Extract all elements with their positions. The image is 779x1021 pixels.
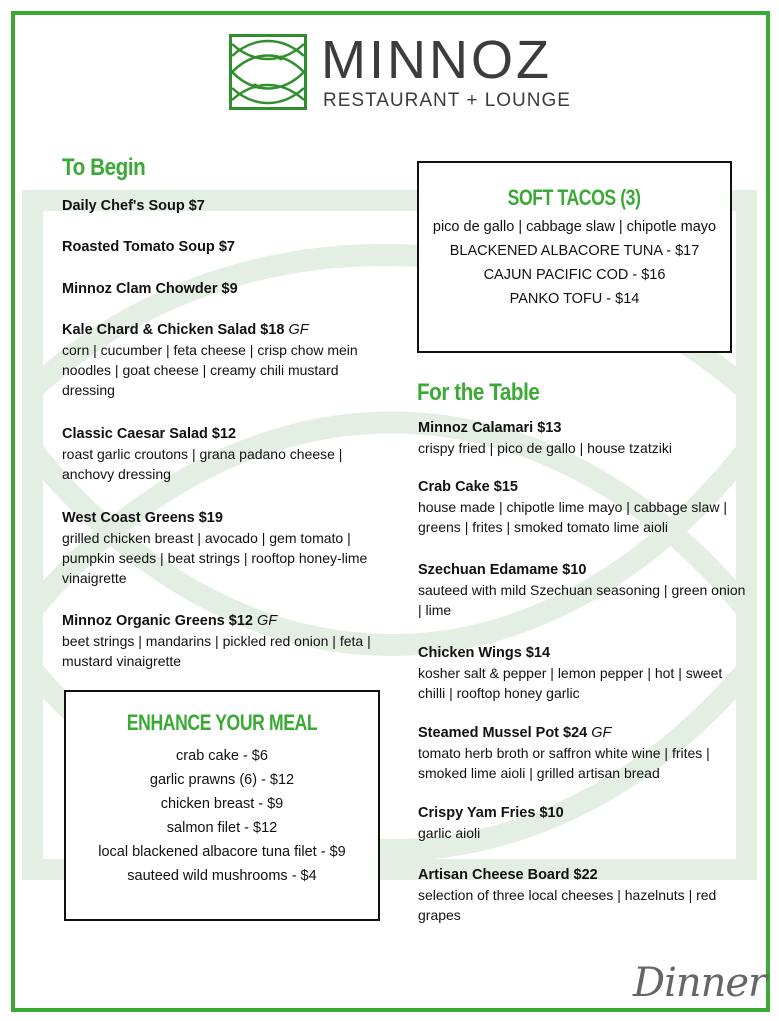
menu-item-description: beet strings | mandarins | pickled red onion | feta | mustard vinaigrette xyxy=(62,633,371,669)
menu-item xyxy=(62,508,380,588)
menu-item-name: Roasted Tomato Soup $7 xyxy=(62,239,235,255)
menu-item xyxy=(62,611,380,671)
menu-item-name: Crispy Yam Fries $10 xyxy=(418,805,564,821)
addon-line: chicken breast - $9 xyxy=(160,796,284,812)
menu-item xyxy=(62,279,380,299)
soft-tacos-box xyxy=(417,161,732,353)
menu-item-description: garlic aioli xyxy=(418,825,481,841)
menu-item xyxy=(418,865,748,925)
menu-item-description: tomato herb broth or saffron white wine | frites | smoked lime aioli | grilled artisan bread xyxy=(418,745,710,781)
gluten-free-tag: GF xyxy=(591,725,612,741)
section-title-for-the-table: For the Table xyxy=(417,379,540,406)
addon-line: sauteed wild mushrooms - $4 xyxy=(127,868,317,884)
menu-item xyxy=(62,196,380,216)
menu-item-description: roast garlic croutons | grana padano cheese | anchovy dressing xyxy=(62,446,343,482)
soft-tacos-title: SOFT TACOS (3) xyxy=(508,185,641,210)
brand-logo xyxy=(229,30,571,112)
menu-item-description: sauteed with mild Szechuan seasoning | green onion | lime xyxy=(418,582,746,618)
menu-item xyxy=(62,424,380,484)
menu-item-name: Minnoz Clam Chowder $9 xyxy=(62,281,238,297)
menu-item-description: selection of three local cheeses | hazelnuts | red grapes xyxy=(418,887,717,923)
menu-item xyxy=(418,803,748,843)
menu-item-name: Artisan Cheese Board $22 xyxy=(418,867,598,883)
addon-line: salmon filet - $12 xyxy=(166,820,278,836)
menu-item-description: grilled chicken breast | avocado | gem tomato | pumpkin seeds | beat strings | rooftop honey-lime vinaigrette xyxy=(62,530,368,586)
menu-item-name: Classic Caesar Salad $12 xyxy=(62,426,237,442)
taco-line: PANKO TOFU - $14 xyxy=(509,291,640,307)
taco-line: pico de gallo | cabbage slaw | chipotle mayo xyxy=(432,219,717,235)
menu-item-description: corn | cucumber | feta cheese | crisp chow mein noodles | goat cheese | creamy chili mustard dressing xyxy=(62,342,358,398)
menu-item-description: kosher salt & pepper | lemon pepper | hot | sweet chilli | rooftop honey garlic xyxy=(418,665,723,701)
menu-item-name: Daily Chef's Soup $7 xyxy=(62,198,205,214)
menu-item-name: Chicken Wings $14 xyxy=(418,645,551,661)
addon-line: garlic prawns (6) - $12 xyxy=(149,772,295,788)
menu-item-name: Kale Chard & Chicken Salad $18 GF xyxy=(62,322,309,338)
gluten-free-tag: GF xyxy=(288,322,309,338)
menu-item-name: Minnoz Calamari $13 xyxy=(418,420,562,436)
menu-item-name: West Coast Greens $19 xyxy=(62,510,223,526)
menu-item xyxy=(62,237,380,257)
menu-item-name: Minnoz Organic Greens $12 GF xyxy=(62,613,278,629)
menu-item xyxy=(418,477,748,537)
menu-item xyxy=(418,418,748,458)
menu-item-name: Szechuan Edamame $10 xyxy=(418,562,587,578)
taco-line: BLACKENED ALBACORE TUNA - $17 xyxy=(449,243,700,259)
menu-item xyxy=(418,723,748,783)
menu-item-description: crispy fried | pico de gallo | house tzatziki xyxy=(418,440,672,456)
addon-line: local blackened albacore tuna filet - $9 xyxy=(98,844,346,860)
menu-type-label xyxy=(633,958,767,1008)
addon-line: crab cake - $6 xyxy=(176,748,268,764)
gluten-free-tag: GF xyxy=(257,613,278,629)
enhance-meal-box xyxy=(64,690,380,921)
brand-subtitle: RESTAURANT + LOUNGE xyxy=(323,90,571,111)
dinner-label: Dinner xyxy=(633,960,767,1006)
fish-logo-icon xyxy=(229,34,307,110)
menu-item xyxy=(418,560,748,620)
menu-item-name: Crab Cake $15 xyxy=(418,479,518,495)
menu-item-name: Steamed Mussel Pot $24 GF xyxy=(418,725,612,741)
menu-item-description: house made | chipotle lime mayo | cabbage slaw | greens | frites | smoked tomato lime aioli xyxy=(418,499,727,535)
section-title-to-begin: To Begin xyxy=(62,154,146,181)
taco-line: CAJUN PACIFIC COD - $16 xyxy=(483,267,666,283)
enhance-meal-title: ENHANCE YOUR MEAL xyxy=(126,710,318,735)
menu-item xyxy=(62,320,380,400)
brand-name: MINNOZ xyxy=(321,30,552,90)
menu-item xyxy=(418,643,748,703)
